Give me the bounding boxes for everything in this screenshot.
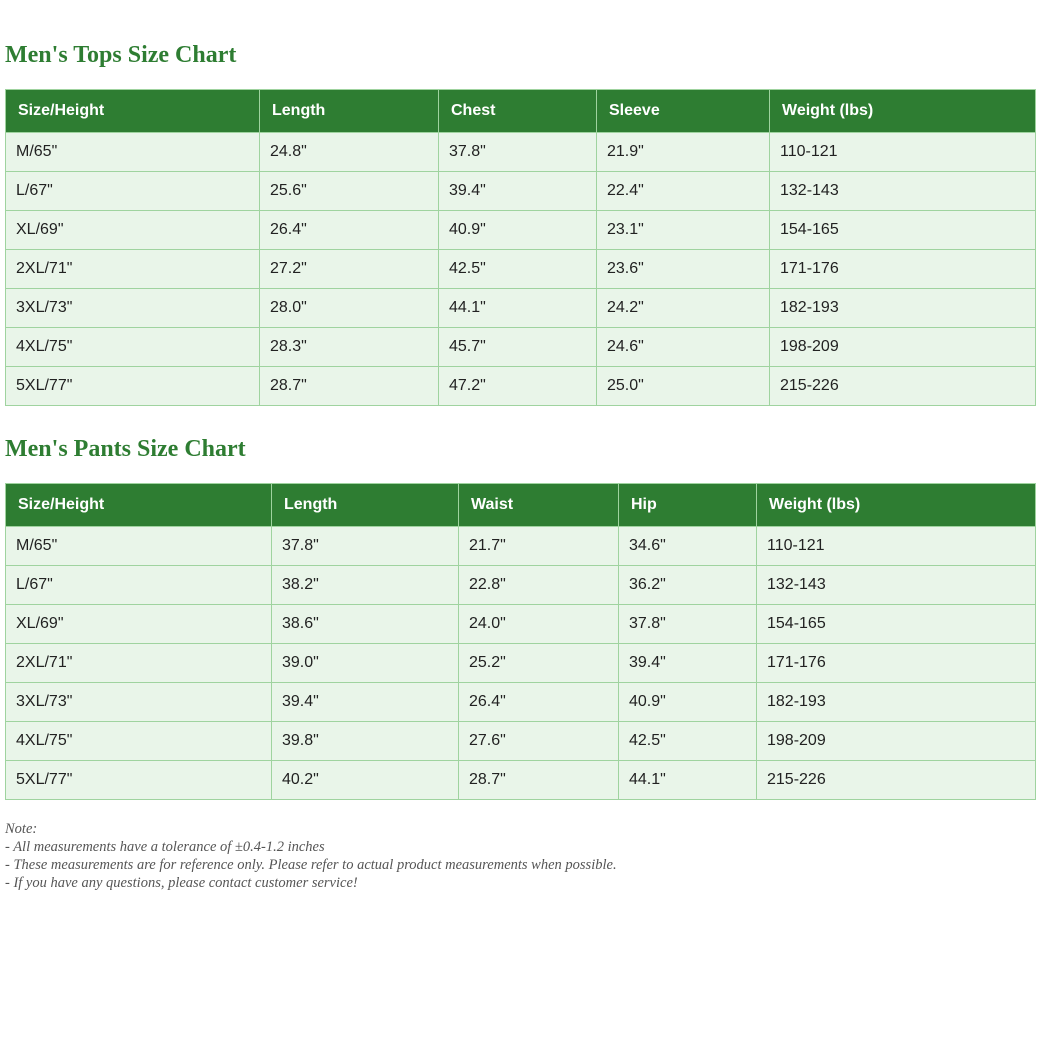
header-cell: Size/Height [6, 90, 260, 133]
table-cell: 24.0" [459, 605, 619, 644]
table-cell: 22.4" [597, 172, 770, 211]
table-cell: 26.4" [260, 211, 439, 250]
table-cell: 110-121 [770, 133, 1036, 172]
table-cell: 132-143 [770, 172, 1036, 211]
table-cell: 182-193 [757, 683, 1036, 722]
tops-table-header [6, 90, 1036, 133]
header-cell: Waist [459, 484, 619, 527]
table-row [6, 211, 1036, 250]
table-cell: 26.4" [459, 683, 619, 722]
header-row [6, 90, 1036, 133]
table-cell: 39.4" [619, 644, 757, 683]
table-cell: 23.6" [597, 250, 770, 289]
table-cell: 24.8" [260, 133, 439, 172]
table-cell: 25.6" [260, 172, 439, 211]
table-cell: 42.5" [439, 250, 597, 289]
table-cell: 39.0" [272, 644, 459, 683]
header-cell: Chest [439, 90, 597, 133]
table-cell: 39.8" [272, 722, 459, 761]
table-cell: 23.1" [597, 211, 770, 250]
table-cell: 22.8" [459, 566, 619, 605]
header-cell: Sleeve [597, 90, 770, 133]
table-row [6, 761, 1036, 800]
header-cell: Weight (lbs) [757, 484, 1036, 527]
table-cell: 39.4" [272, 683, 459, 722]
table-cell: 37.8" [439, 133, 597, 172]
table-row [6, 172, 1036, 211]
table-row [6, 605, 1036, 644]
table-cell: 27.2" [260, 250, 439, 289]
table-row [6, 250, 1036, 289]
header-cell: Size/Height [6, 484, 272, 527]
table-cell: 36.2" [619, 566, 757, 605]
table-cell: 40.9" [619, 683, 757, 722]
header-cell: Length [272, 484, 459, 527]
table-cell: 34.6" [619, 527, 757, 566]
table-cell: 44.1" [619, 761, 757, 800]
table-cell: 24.2" [597, 289, 770, 328]
table-cell: 40.2" [272, 761, 459, 800]
pants-size-table [5, 483, 1036, 800]
table-cell: 45.7" [439, 328, 597, 367]
table-cell: 4XL/75" [6, 328, 260, 367]
tops-size-table [5, 89, 1036, 406]
header-row [6, 484, 1036, 527]
table-cell: 5XL/77" [6, 367, 260, 406]
table-cell: 24.6" [597, 328, 770, 367]
table-cell: 4XL/75" [6, 722, 272, 761]
table-row [6, 683, 1036, 722]
table-cell: 154-165 [757, 605, 1036, 644]
table-cell: M/65" [6, 133, 260, 172]
table-row [6, 367, 1036, 406]
table-cell: 2XL/71" [6, 250, 260, 289]
table-cell: 38.2" [272, 566, 459, 605]
note-label: Note: [5, 821, 38, 837]
table-cell: XL/69" [6, 605, 272, 644]
header-cell: Length [260, 90, 439, 133]
table-cell: 182-193 [770, 289, 1036, 328]
table-cell: 5XL/77" [6, 761, 272, 800]
table-cell: 21.7" [459, 527, 619, 566]
table-cell: 215-226 [757, 761, 1036, 800]
table-cell: 27.6" [459, 722, 619, 761]
table-cell: 21.9" [597, 133, 770, 172]
table-row [6, 566, 1036, 605]
table-row [6, 527, 1036, 566]
table-cell: 171-176 [757, 644, 1036, 683]
note-line: - These measurements are for reference only. Please refer to actual product measurements when possible. [5, 857, 617, 873]
table-cell: 40.9" [439, 211, 597, 250]
table-cell: 37.8" [272, 527, 459, 566]
table-cell: XL/69" [6, 211, 260, 250]
table-row [6, 289, 1036, 328]
table-cell: 28.0" [260, 289, 439, 328]
table-cell: 28.7" [260, 367, 439, 406]
notes-section [5, 820, 617, 892]
note-line: - If you have any questions, please contact customer service! [5, 875, 358, 891]
table-cell: 25.0" [597, 367, 770, 406]
table-cell: 132-143 [757, 566, 1036, 605]
table-cell: 3XL/73" [6, 289, 260, 328]
table-cell: 154-165 [770, 211, 1036, 250]
table-cell: 28.3" [260, 328, 439, 367]
note-line: - All measurements have a tolerance of ±0.4-1.2 inches [5, 839, 325, 855]
table-cell: 37.8" [619, 605, 757, 644]
table-cell: 198-209 [770, 328, 1036, 367]
table-cell: 171-176 [770, 250, 1036, 289]
table-row [6, 328, 1036, 367]
header-cell: Weight (lbs) [770, 90, 1036, 133]
table-row [6, 722, 1036, 761]
table-cell: 44.1" [439, 289, 597, 328]
table-cell: L/67" [6, 566, 272, 605]
table-cell: 110-121 [757, 527, 1036, 566]
table-cell: 2XL/71" [6, 644, 272, 683]
pants-table-header [6, 484, 1036, 527]
table-row [6, 644, 1036, 683]
table-cell: M/65" [6, 527, 272, 566]
table-cell: L/67" [6, 172, 260, 211]
table-cell: 47.2" [439, 367, 597, 406]
table-cell: 28.7" [459, 761, 619, 800]
table-row [6, 133, 1036, 172]
table-cell: 25.2" [459, 644, 619, 683]
header-cell: Hip [619, 484, 757, 527]
table-cell: 215-226 [770, 367, 1036, 406]
table-cell: 39.4" [439, 172, 597, 211]
pants-chart-title: Men's Pants Size Chart [5, 436, 246, 462]
table-cell: 38.6" [272, 605, 459, 644]
table-cell: 3XL/73" [6, 683, 272, 722]
tops-chart-title: Men's Tops Size Chart [5, 42, 237, 68]
table-cell: 42.5" [619, 722, 757, 761]
table-cell: 198-209 [757, 722, 1036, 761]
